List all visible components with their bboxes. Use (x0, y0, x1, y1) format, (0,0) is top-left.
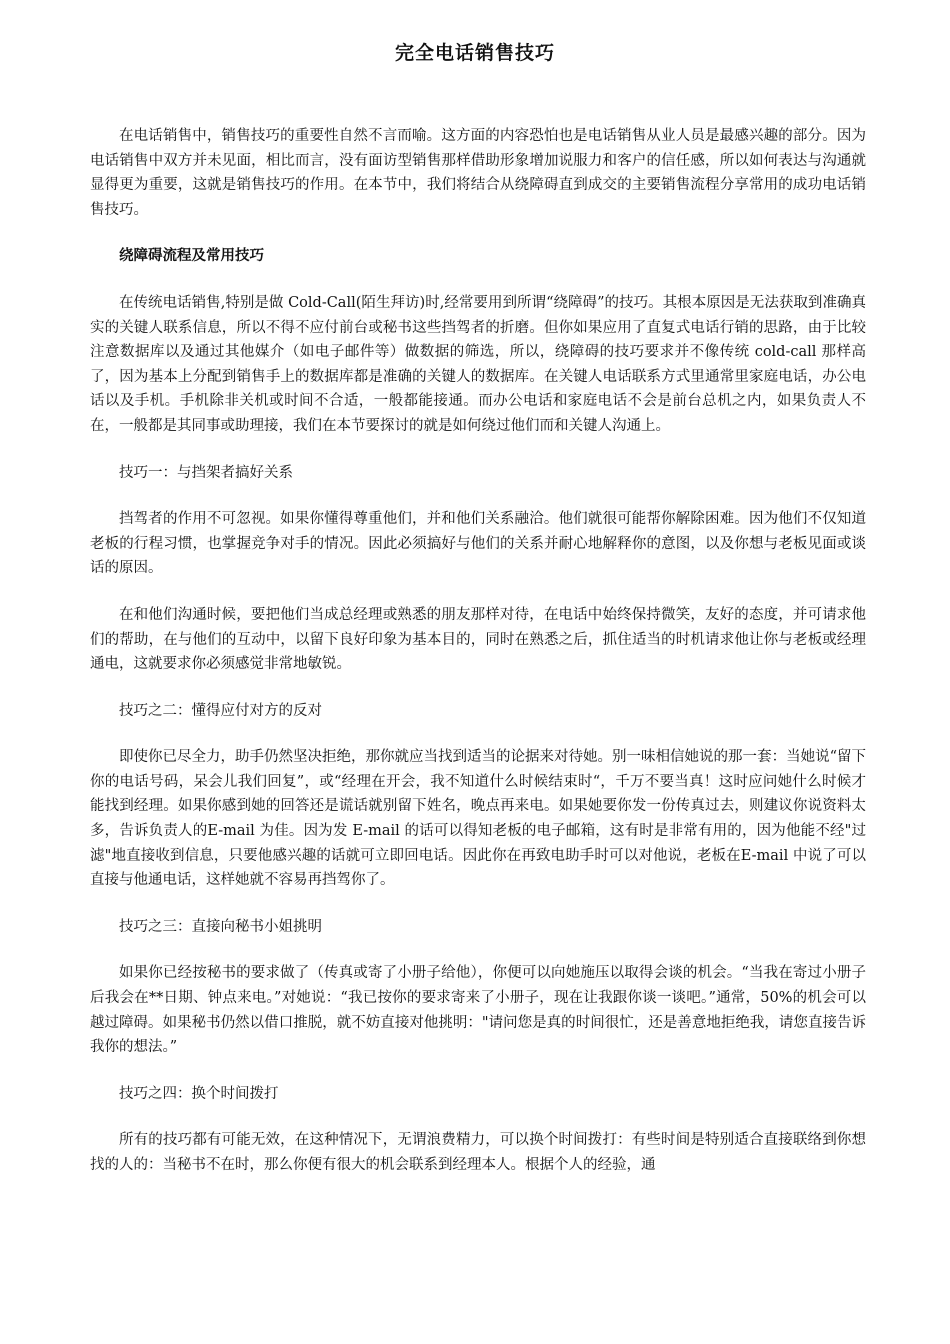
tip3-paragraph-1: 如果你已经按秘书的要求做了（传真或寄了小册子给他），你便可以向她施压以取得会谈的机会。“当我在寄过小册子后我会在**日期、钟点来电。”对她说：“我已按你的要求寄来了小册子，现在让我跟你谈一谈吧。”通常，50%的机会可以越过障碍。如果秘书仍然以借口推脱，就不妨直接对他挑明："请问您是真的时间很忙，还是善意地拒绝我，请您直接告诉我你的想法。” (90, 965, 866, 1056)
tip1-title: 技巧一：与挡架者搞好关系 (119, 464, 293, 481)
section-intro-paragraph: 在传统电话销售,特别是做 Cold-Call(陌生拜访)时,经常要用到所谓“绕障碍”的技巧。其根本原因是无法获取到准确真实的关键人联系信息，所以不得不应付前台或秘书这些挡驾者的折磨。但你如果应用了直复式电话行销的思路，由于比较注意数据库以及通过其他媒介（如电子邮件等）做数据的筛选，所以，绕障碍的技巧要求并不像传统 cold-call 那样高了，因为基本上分配到销售手上的数据库都是准确的关键人的数据库。在关键人电话联系方式里通常里家庭电话，办公电话以及手机。手机除非关机或时间不合适，一般都能接通。而办公电话和家庭电话不会是前台总机之内，如果负责人不在，一般都是其同事或助理接，我们在本节要探讨的就是如何绕过他们而和关键人沟通上。 (90, 294, 866, 434)
tip1-paragraph-2: 在和他们沟通时候，要把他们当成总经理或熟悉的朋友那样对待，在电话中始终保持微笑，友好的态度，并可请求他们的帮助，在与他们的互动中，以留下良好印象为基本目的，同时在熟悉之后，抓住适当的时机请求他让你与老板或经理通电，这就要求你必须感觉非常地敏锐。 (90, 606, 866, 673)
intro-paragraph: 在电话销售中，销售技巧的重要性自然不言而喻。这方面的内容恐怕也是电话销售从业人员是最感兴趣的部分。因为电话销售中双方并未见面，相比而言，没有面访型销售那样借助形象增加说服力和客户的信任感，所以如何表达与沟通就显得更为重要，这就是销售技巧的作用。在本节中，我们将结合从绕障碍直到成交的主要销售流程分享常用的成功电话销售技巧。 (90, 128, 866, 218)
tip4-title: 技巧之四：换个时间拨打 (119, 1085, 279, 1102)
document-title: 完全电话销售技巧 (394, 42, 555, 64)
section-heading: 绕障碍流程及常用技巧 (119, 248, 264, 265)
tip2-title: 技巧之二：懂得应付对方的反对 (119, 702, 322, 719)
tip4-paragraph-1: 所有的技巧都有可能无效，在这种情况下，无谓浪费精力，可以换个时间拨打：有些时间是特别适合直接联络到你想找的人的：当秘书不在时，那么你便有很大的机会联系到经理本人。根据个人的经验，通 (90, 1132, 866, 1173)
tip3-title: 技巧之三：直接向秘书小姐挑明 (119, 918, 322, 935)
document-body (90, 124, 866, 1200)
tip1-paragraph-1: 挡驾者的作用不可忽视。如果你懂得尊重他们，并和他们关系融洽。他们就很可能帮你解除困难。因为他们不仅知道老板的行程习惯，也掌握竞争对手的情况。因此必须搞好与他们的关系并耐心地解释你的意图，以及你想与老板见面或谈话的原因。 (90, 511, 866, 577)
tip2-paragraph-1: 即使你已尽全力，助手仍然坚决拒绝，那你就应当找到适当的论据来对待她。别一味相信她说的那一套：当她说“留下你的电话号码，呆会儿我们回复”，或“经理在开会，我不知道什么时候结束时“，千万不要当真！这时应问她什么时候才能找到经理。如果你感到她的回答还是谎话就别留下姓名，晚点再来电。如果她要你发一份传真过去，则建议你说资料太多，告诉负责人的E-mail 为佳。因为发 E-mail 的话可以得知老板的电子邮箱，这有时是非常有用的，因为他能不经"过滤"地直接收到信息，只要他感兴趣的话就可立即回电话。因此你在再致电助手时可以对他说，老板在E-mail 中说了可以直接与他通电话，这样她就不容易再挡驾你了。 (90, 749, 866, 889)
